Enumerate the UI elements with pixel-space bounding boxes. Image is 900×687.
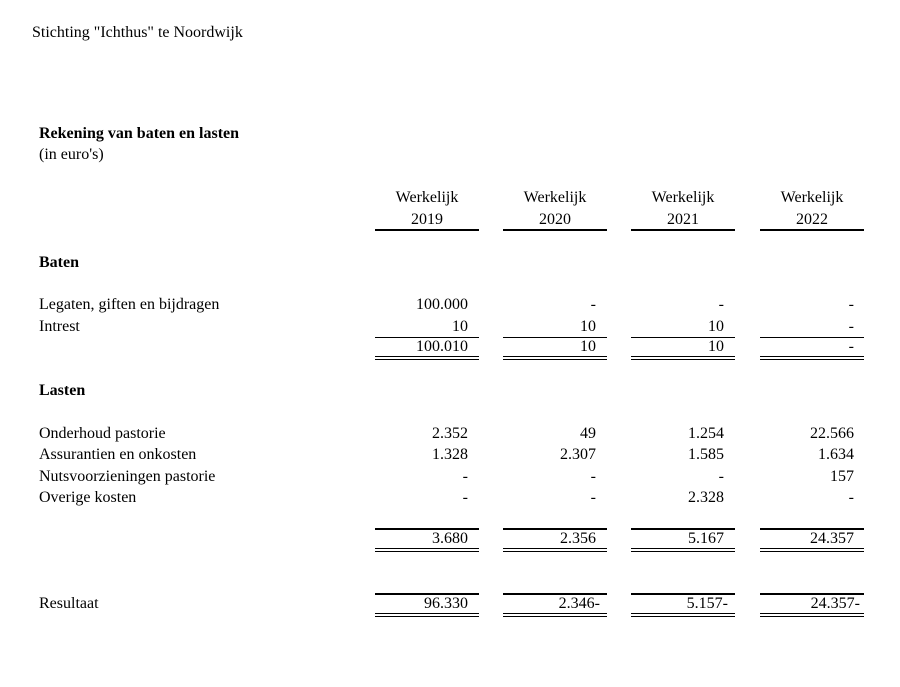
row-value: - xyxy=(462,489,468,506)
row-value: - xyxy=(590,468,596,485)
total-double-rule xyxy=(631,359,735,360)
total-value: 3.680 xyxy=(432,530,468,547)
row-value: 10 xyxy=(580,318,596,335)
row-value: 2.352 xyxy=(432,425,468,442)
row-value: 100.000 xyxy=(416,296,468,313)
lasten-heading: Lasten xyxy=(39,382,86,399)
row-value: 157 xyxy=(830,468,854,485)
row-value: - xyxy=(718,468,724,485)
total-double-rule xyxy=(375,616,479,617)
total-double-rule xyxy=(631,613,735,614)
row-value: 2.307 xyxy=(560,446,596,463)
statement-title: Rekening van baten en lasten xyxy=(39,125,240,142)
total-value: 5.167 xyxy=(688,530,724,547)
row-value: - xyxy=(462,468,468,485)
total-double-rule xyxy=(631,356,735,357)
total-double-rule xyxy=(375,359,479,360)
column-header-label: Werkelijk xyxy=(395,189,459,206)
column-header-year: 2022 xyxy=(796,211,828,228)
column-header-label: Werkelijk xyxy=(780,189,844,206)
row-value: 1.585 xyxy=(688,446,724,463)
total-double-rule xyxy=(631,551,735,552)
total-double-rule xyxy=(375,356,479,357)
total-double-rule xyxy=(760,359,864,360)
total-double-rule xyxy=(503,359,607,360)
total-double-rule xyxy=(503,551,607,552)
total-double-rule xyxy=(760,616,864,617)
resultaat-value: 96.330 xyxy=(424,595,468,612)
row-value: 1.254 xyxy=(688,425,724,442)
header-rule xyxy=(503,229,607,231)
column-header-year: 2019 xyxy=(411,211,443,228)
total-value: 10 xyxy=(580,338,596,355)
resultaat-rule xyxy=(375,593,479,595)
row-value: 22.566 xyxy=(810,425,854,442)
total-value: 100.010 xyxy=(416,338,468,355)
total-double-rule xyxy=(760,613,864,614)
organization-name: Stichting "Ichthus" te Noordwijk xyxy=(32,24,243,41)
total-double-rule xyxy=(503,616,607,617)
row-value: - xyxy=(718,296,724,313)
baten-heading: Baten xyxy=(39,254,79,271)
total-value: - xyxy=(848,338,854,355)
row-value: 10 xyxy=(452,318,468,335)
total-value: 24.357 xyxy=(810,530,854,547)
row-value: - xyxy=(590,489,596,506)
total-double-rule xyxy=(631,616,735,617)
total-double-rule xyxy=(375,613,479,614)
total-double-rule xyxy=(503,548,607,549)
header-rule xyxy=(760,229,864,231)
total-double-rule xyxy=(375,551,479,552)
row-label: Assurantien en onkosten xyxy=(39,446,197,463)
row-value: 1.328 xyxy=(432,446,468,463)
row-value: 10 xyxy=(708,318,724,335)
resultaat-rule xyxy=(760,593,864,595)
row-value: 49 xyxy=(580,425,596,442)
total-double-rule xyxy=(760,551,864,552)
row-value: 1.634 xyxy=(818,446,854,463)
total-double-rule xyxy=(760,356,864,357)
row-value: 2.328 xyxy=(688,489,724,506)
resultaat-value: 2.346- xyxy=(558,595,600,612)
row-label: Overige kosten xyxy=(39,489,137,506)
total-value: 2.356 xyxy=(560,530,596,547)
row-value: - xyxy=(848,296,854,313)
row-label: Legaten, giften en bijdragen xyxy=(39,296,220,313)
row-label: Intrest xyxy=(39,318,80,335)
resultaat-value: 24.357- xyxy=(810,595,860,612)
total-value: 10 xyxy=(708,338,724,355)
resultaat-rule xyxy=(631,593,735,595)
resultaat-rule xyxy=(503,593,607,595)
column-header-label: Werkelijk xyxy=(523,189,587,206)
row-value: - xyxy=(848,318,854,335)
total-double-rule xyxy=(503,613,607,614)
row-label: Nutsvoorzieningen pastorie xyxy=(39,468,216,485)
total-double-rule xyxy=(631,548,735,549)
row-value: - xyxy=(848,489,854,506)
total-double-rule xyxy=(375,548,479,549)
header-rule xyxy=(375,229,479,231)
header-rule xyxy=(631,229,735,231)
column-header-year: 2020 xyxy=(539,211,571,228)
resultaat-value: 5.157- xyxy=(686,595,728,612)
column-header-label: Werkelijk xyxy=(651,189,715,206)
total-double-rule xyxy=(760,548,864,549)
statement-subtitle: (in euro's) xyxy=(39,146,104,163)
column-header-year: 2021 xyxy=(667,211,699,228)
row-label: Onderhoud pastorie xyxy=(39,425,166,442)
resultaat-label: Resultaat xyxy=(39,595,99,612)
row-value: - xyxy=(590,296,596,313)
total-double-rule xyxy=(503,356,607,357)
